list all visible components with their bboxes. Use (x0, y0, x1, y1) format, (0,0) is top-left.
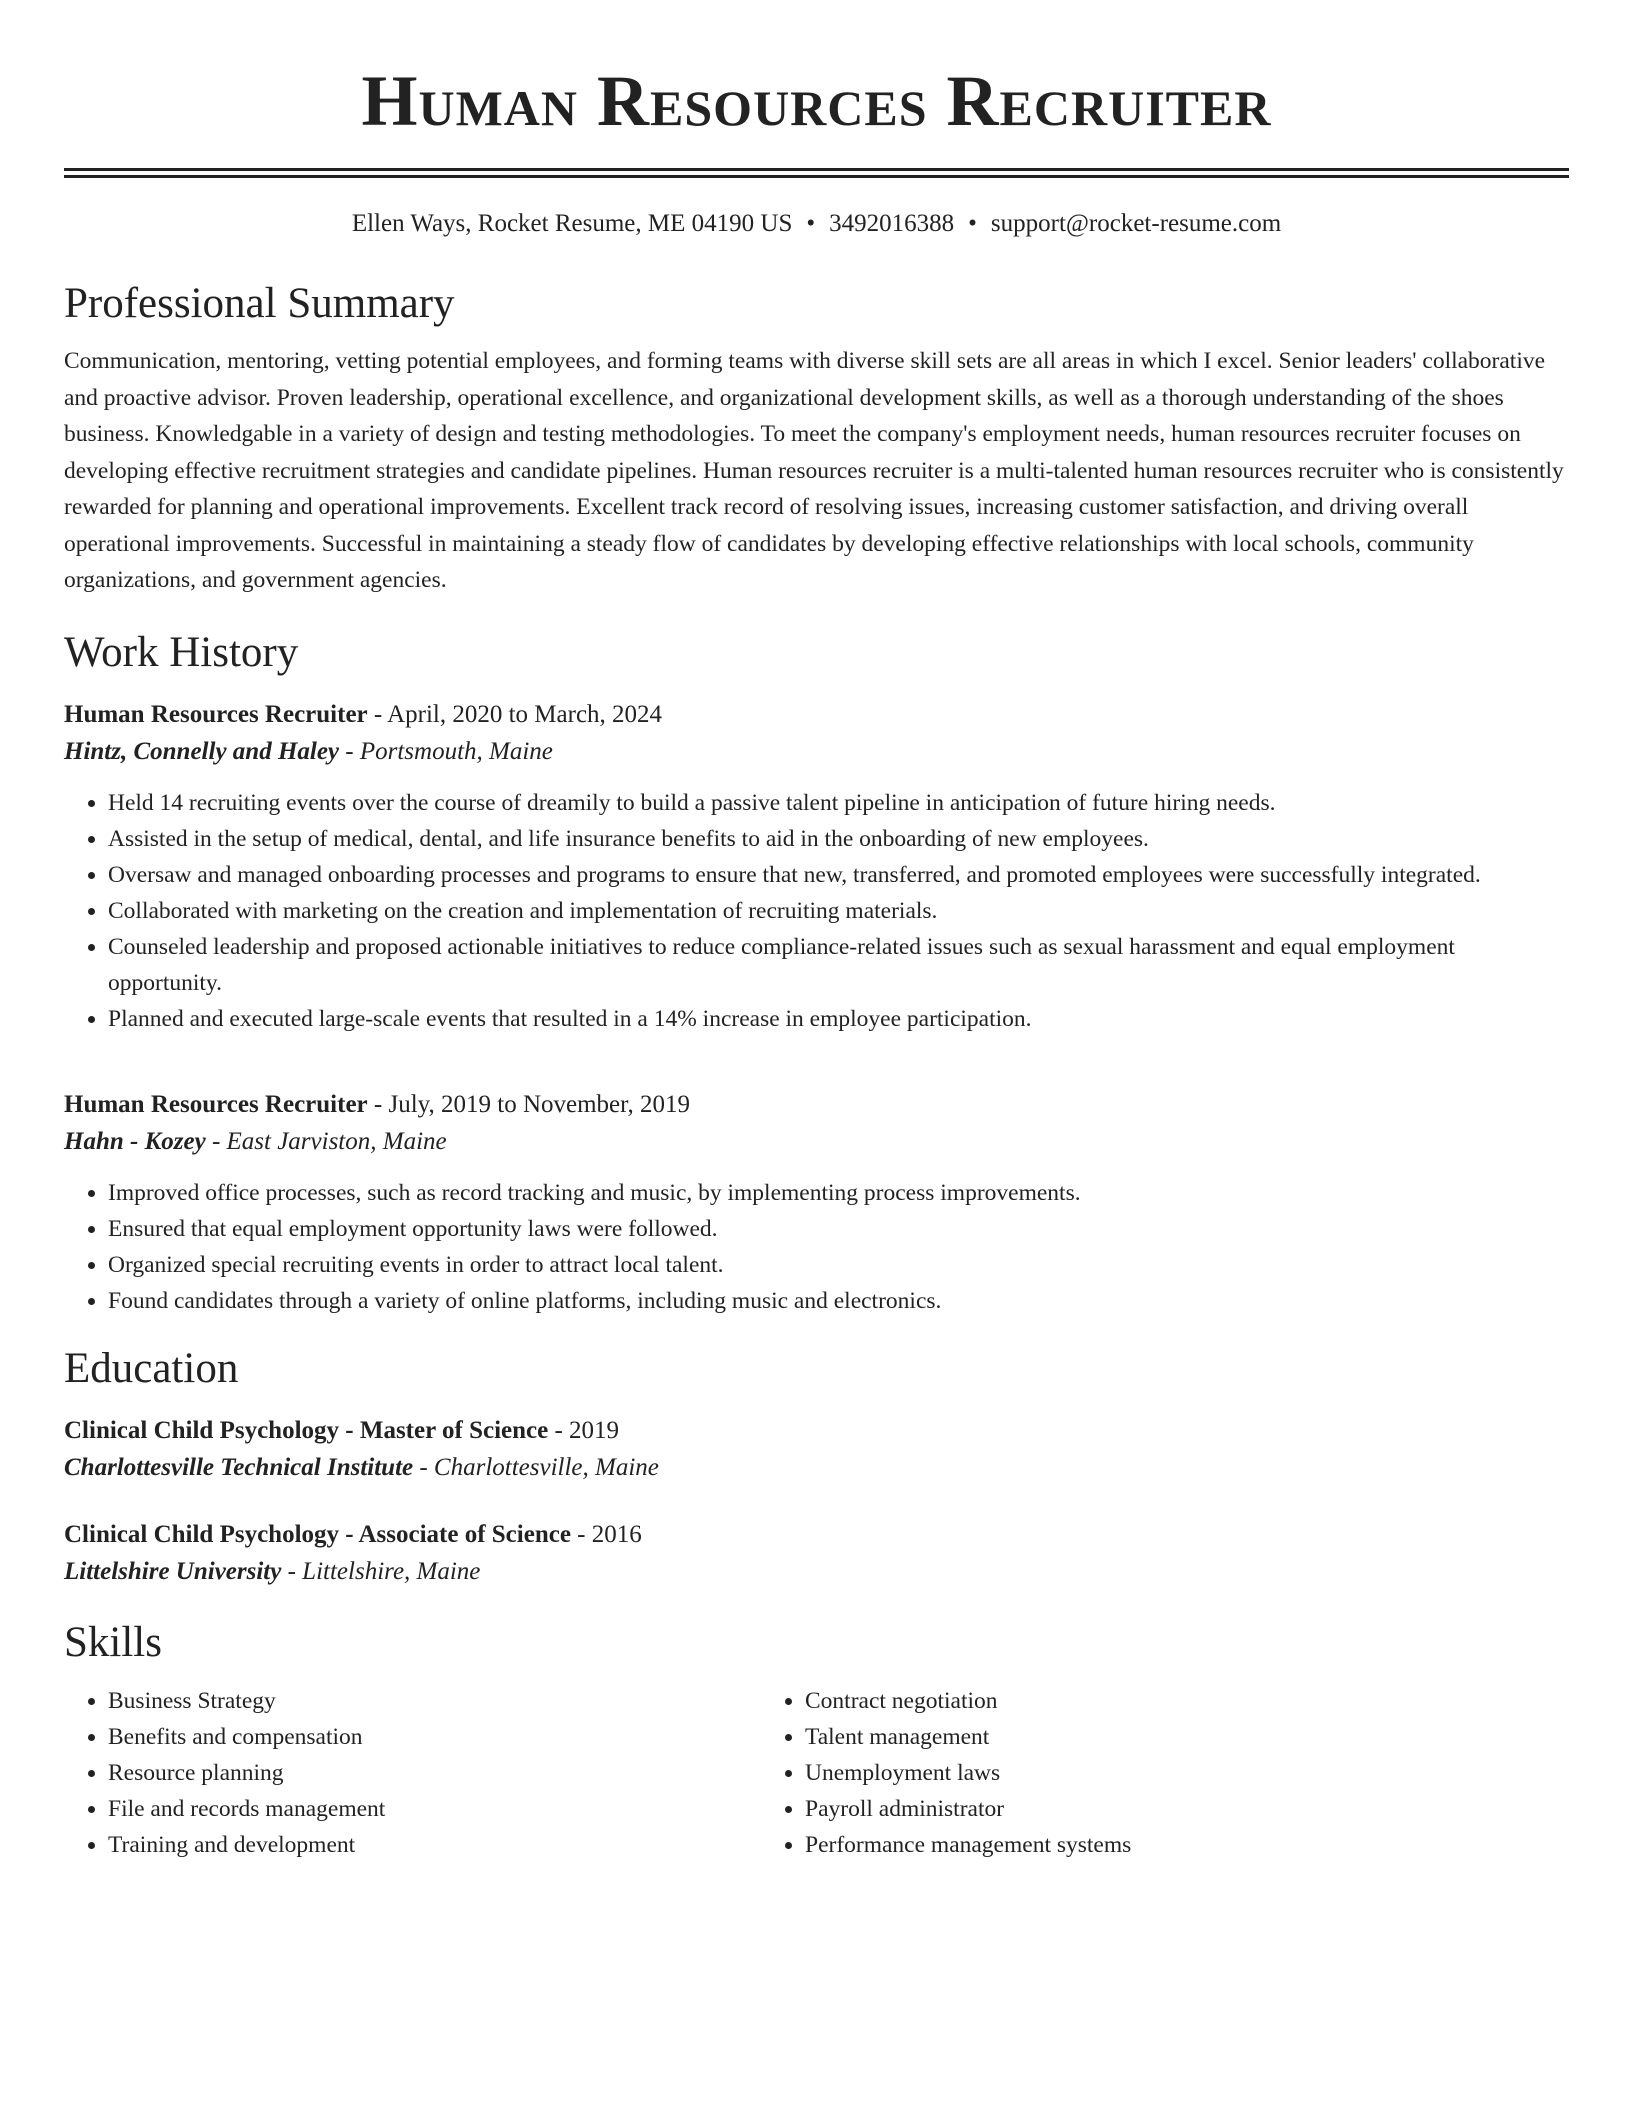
list-item: • Collaborated with marketing on the creation and implementation of recruiting materials. (108, 893, 1569, 929)
resume-title: Human Resources Recruiter (361, 61, 1272, 141)
contact-email: support@rocket-resume.com (990, 210, 1282, 237)
resume-page (64, 0, 1569, 1863)
skill-item: • Unemployment laws (805, 1755, 1458, 1791)
skill-item: • Resource planning (108, 1755, 761, 1791)
skill-item: • Benefits and compensation (108, 1719, 761, 1755)
contact-line (64, 208, 1569, 240)
list-item: • Assisted in the setup of medical, dental, and life insurance benefits to aid in the onboarding of new employees. (108, 821, 1569, 857)
skills-columns (64, 1683, 1569, 1863)
list-item: • Organized special recruiting events in order to attract local talent. (108, 1247, 1569, 1283)
job-dates: - April, 2020 to March, 2024 (367, 700, 663, 728)
job-dates: - July, 2019 to November, 2019 (367, 1090, 690, 1118)
skills-list-right (761, 1683, 1458, 1863)
skill-item: • Talent management (805, 1719, 1458, 1755)
education-entry (64, 1413, 1569, 1487)
degree-year: - 2016 (570, 1520, 642, 1548)
list-item: • Counseled leadership and proposed actionable initiatives to reduce compliance-related issues such as sexual harassment and equal employment opportunity. (108, 929, 1569, 1001)
school: Littelshire University (64, 1557, 282, 1585)
school-line (64, 1449, 1569, 1487)
skill-item: • Business Strategy (108, 1683, 761, 1719)
summary-text: Communication, mentoring, vetting potential employees, and forming teams with diverse skill sets are all areas in which I excel. Senior leaders' collaborative and proactive advisor. Proven leadership, operational excellence, and organizational development skills, as well as a thorough understanding of the shoes business. Knowledgable in a variety of design and testing methodologies. To meet the company's employment needs, human resources recruiter focuses on developing effective recruitment strategies and candidate pipelines. Human resources recruiter is a multi-talented human resources recruiter who is consistently rewarded for planning and operational improvements. Excellent track record of resolving issues, increasing customer satisfaction, and driving overall operational improvements. Successful in maintaining a steady flow of candidates by developing effective relationships with local schools, community organizations, and government agencies. (64, 348, 1564, 593)
job-entry (64, 697, 1569, 1037)
list-item: • Improved office processes, such as record tracking and music, by implementing process improvements. (108, 1175, 1569, 1211)
degree: Clinical Child Psychology - Master of Science (64, 1416, 549, 1444)
degree-year: - 2019 (548, 1416, 620, 1444)
school-line (64, 1553, 1569, 1591)
degree: Clinical Child Psychology - Associate of Science (64, 1520, 571, 1548)
contact-phone: 3492016388 (829, 210, 955, 237)
contact-separator: • (806, 210, 816, 237)
job-company: Hahn - Kozey (64, 1127, 206, 1155)
job-title: Human Resources Recruiter (64, 1090, 368, 1118)
job-company: Hintz, Connelly and Haley (64, 737, 340, 765)
job-bullets (64, 785, 1569, 1037)
section-heading-education: Education (64, 1344, 239, 1392)
section-heading-skills: Skills (64, 1618, 162, 1666)
job-company-line (64, 1123, 1569, 1161)
job-location: - Portsmouth, Maine (339, 737, 553, 765)
education-entry (64, 1517, 1569, 1591)
skill-item: • File and records management (108, 1791, 761, 1827)
section-heading-summary: Professional Summary (64, 280, 455, 327)
skill-item: • Payroll administrator (805, 1791, 1458, 1827)
section-heading-work-history: Work History (64, 628, 299, 676)
degree-line (64, 1517, 1569, 1553)
job-entry (64, 1087, 1569, 1319)
list-item: • Oversaw and managed onboarding processes and programs to ensure that new, transferred, and promoted employees were successfully integrated. (108, 857, 1569, 893)
job-title-line (64, 1087, 1569, 1123)
list-item: • Ensured that equal employment opportunity laws were followed. (108, 1211, 1569, 1247)
skill-item: • Contract negotiation (805, 1683, 1458, 1719)
skill-item: • Training and development (108, 1827, 761, 1863)
school: Charlottesville Technical Institute (64, 1453, 414, 1481)
job-title-line (64, 697, 1569, 733)
job-company-line (64, 733, 1569, 771)
contact-address: Ellen Ways, Rocket Resume, ME 04190 US (351, 210, 793, 237)
skill-item: • Performance management systems (805, 1827, 1458, 1863)
contact-separator: • (968, 210, 977, 237)
title-divider (64, 168, 1569, 178)
school-location: - Charlottesville, Maine (413, 1453, 659, 1481)
list-item: • Held 14 recruiting events over the course of dreamily to build a passive talent pipeline in anticipation of future hiring needs. (108, 785, 1569, 821)
job-location: - East Jarviston, Maine (205, 1127, 447, 1155)
list-item: • Found candidates through a variety of online platforms, including music and electronics. (108, 1283, 1569, 1319)
job-title: Human Resources Recruiter (64, 700, 368, 728)
skills-list-left (64, 1683, 761, 1863)
degree-line (64, 1413, 1569, 1449)
school-location: - Littelshire, Maine (281, 1557, 481, 1585)
list-item: • Planned and executed large-scale events that resulted in a 14% increase in employee participation. (108, 1001, 1569, 1037)
job-bullets (64, 1175, 1569, 1319)
